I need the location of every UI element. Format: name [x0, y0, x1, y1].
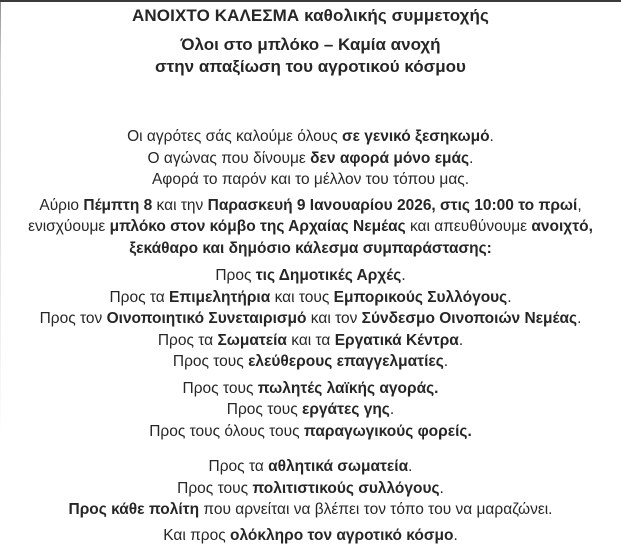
- text-segment: .: [489, 128, 494, 145]
- text-segment: μπλόκο στον κόμβο της Αρχαίας Νεμέας: [109, 218, 406, 235]
- text-segment: .: [577, 310, 582, 327]
- text-segment: τις Δημοτικές Αρχές: [255, 267, 402, 284]
- text-segment: και απευθύνουμε: [405, 218, 532, 235]
- document-body: [0, 126, 621, 546]
- text-line: [0, 378, 621, 400]
- text-line: [0, 126, 621, 148]
- text-line: [0, 216, 621, 238]
- text-segment: .: [458, 331, 464, 349]
- text-segment: Εμπορικούς Συλλόγους: [333, 288, 508, 306]
- text-segment: Προς τα: [157, 331, 218, 349]
- paragraph-addressees-citizens: [0, 456, 621, 521]
- text-segment: που αρνείται να βλέπει τον τόπο του να μαραζώνει.: [199, 501, 553, 518]
- text-segment: Προς τα: [208, 458, 269, 475]
- left-edge-line: [0, 2, 1, 437]
- text-segment: Προς τους: [226, 401, 302, 418]
- text-segment: .: [443, 353, 449, 370]
- text-segment: .: [401, 267, 406, 284]
- text-segment: και τα: [286, 331, 335, 349]
- text-line: [0, 169, 621, 191]
- text-segment: Προς τους όλους τους: [149, 422, 304, 440]
- text-segment: Οι αγρότες σάς καλούμε όλους: [127, 128, 342, 145]
- text-segment: Αφορά το παρόν και το μέλλον του τόπου μας.: [151, 171, 470, 188]
- text-segment: δεν αφορά μόνο εμάς: [310, 149, 470, 167]
- text-segment: και τους: [270, 288, 334, 306]
- text-segment: ,: [577, 196, 582, 214]
- text-segment: Πέμπτη 8: [83, 196, 153, 214]
- text-segment: ολόκληρο τον αγροτικό κόσμο: [230, 526, 454, 544]
- text-line: [0, 399, 621, 421]
- text-line: [0, 195, 621, 217]
- text-segment: και τον: [306, 310, 362, 327]
- text-segment: πολιτιστικούς συλλόγους: [252, 479, 440, 497]
- text-segment: σε γενικό ξεσηκωμό: [341, 128, 490, 145]
- text-segment: Αύριο: [39, 196, 84, 214]
- text-segment: .: [408, 458, 413, 475]
- text-segment: .: [507, 288, 512, 306]
- text-segment: Οινοποιητικό Συνεταιρισμό: [106, 310, 307, 327]
- subtitle-line: στην απαξίωση του αγροτικού κόσμου: [155, 56, 466, 76]
- text-segment: ενισχύουμε: [28, 218, 110, 235]
- text-segment: .: [453, 526, 458, 544]
- text-line: [0, 265, 621, 287]
- text-segment: .: [469, 149, 474, 167]
- text-segment: Προς κάθε πολίτη: [68, 501, 200, 518]
- text-segment: Επιμελητήρια: [169, 288, 271, 306]
- paragraph-addressees-institutions: [0, 265, 621, 373]
- text-line: [0, 238, 621, 260]
- text-segment: αθλητικά σωματεία: [268, 458, 409, 475]
- paragraph-date-announcement: [0, 195, 621, 260]
- text-segment: ανοιχτό,: [531, 218, 593, 235]
- text-line: [0, 330, 621, 352]
- text-line: [0, 287, 621, 309]
- text-segment: Σύνδεσμο Οινοποιών Νεμέας: [361, 310, 578, 327]
- text-line: [0, 308, 621, 330]
- paragraph-addressees-workers: [0, 378, 621, 443]
- text-segment: Εργατικά Κέντρα: [334, 331, 459, 349]
- text-line: [0, 421, 621, 443]
- text-line: [0, 148, 621, 170]
- text-line: [0, 456, 621, 478]
- text-segment: Προς τους: [182, 379, 258, 397]
- text-segment: .: [389, 401, 395, 418]
- text-segment: εργάτες γης: [301, 401, 390, 418]
- announcement-document: [0, 2, 621, 546]
- text-segment: Προς τον: [39, 310, 107, 327]
- text-segment: Προς: [215, 267, 256, 284]
- text-segment: Ο αγώνας που δίνουμε: [147, 149, 311, 167]
- document-title: ΑΝΟΙΧΤΟ ΚΑΛΕΣΜΑ καθολικής συμμετοχής: [132, 6, 489, 25]
- text-line: [0, 499, 621, 521]
- text-segment: Προς τους: [177, 479, 253, 497]
- paragraph-intro: [0, 126, 621, 191]
- text-line: [0, 525, 621, 547]
- text-line: [0, 351, 621, 373]
- text-segment: .: [439, 479, 444, 497]
- text-segment: Σωματεία: [217, 331, 287, 349]
- text-line: [0, 478, 621, 500]
- text-segment: Προς τους: [172, 353, 249, 370]
- paragraph-closing: [0, 525, 621, 547]
- document-subtitle: [0, 34, 621, 77]
- subtitle-line: Όλοι στο μπλόκο – Καμία ανοχή: [180, 35, 441, 54]
- text-segment: πωλητές λαϊκής αγοράς.: [257, 379, 439, 397]
- text-segment: ξεκάθαρο και δημόσιο κάλεσμα συμπαράστασης:: [129, 239, 492, 257]
- text-segment: Και προς: [163, 526, 231, 544]
- text-segment: Προς τα: [109, 288, 170, 306]
- text-segment: Παρασκευή 9 Ιανουαρίου 2026, στις 10:00 το πρωί: [207, 196, 578, 214]
- text-segment: παραγωγικούς φορείς.: [303, 422, 472, 440]
- text-segment: ελεύθερους επαγγελματίες: [248, 353, 444, 370]
- text-segment: και την: [152, 196, 208, 214]
